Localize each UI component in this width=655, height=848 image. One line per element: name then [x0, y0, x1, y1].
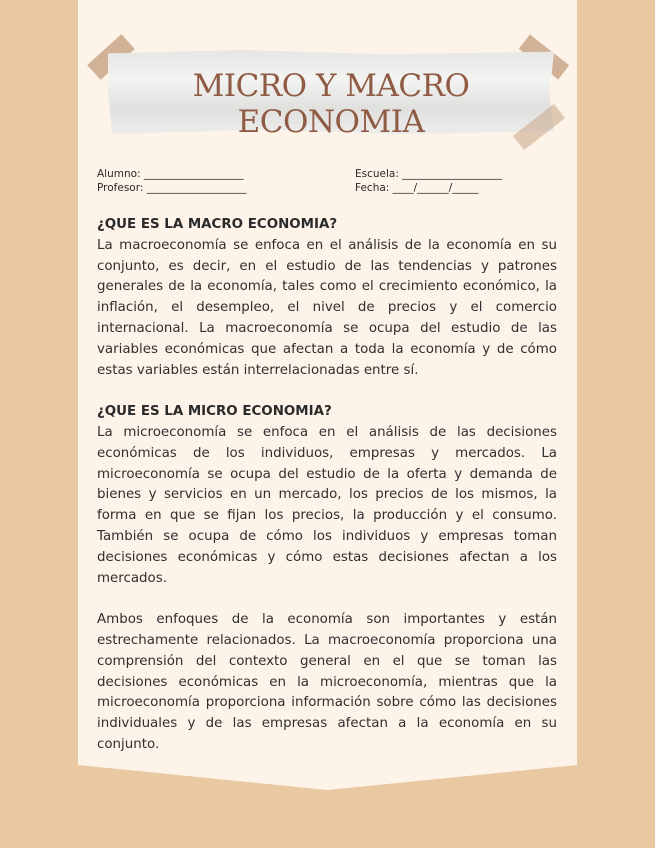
alumno-field[interactable]: Alumno: ___________________: [97, 168, 244, 180]
section-body-macro: La macroeconomía se enfoca en el análisis de la economía en su conjunto, es decir, en el estudio de las tendencias y patrones generales de la economía, tales como el crecimiento económico, la inflación, el desempleo, el nivel de precios y el comercio internacional. La macroeconomía se ocupa del estudio de las variables económicas que afectan a toda la economía y de cómo estas variables están interrelacionadas entre sí.: [97, 237, 557, 378]
conclusion-paragraph: Ambos enfoques de la economía son importantes y están estrechamente relacionados. La macroeconomía proporciona una comprensión del contexto general en el que se toman las decisiones económicas en la microeconomía, mientras que la microeconomía proporciona información sobre cómo las decisiones individuales y de las empresas afectan a la economía en su conjunto.: [97, 612, 557, 752]
fecha-field[interactable]: Fecha: ____/______/_____: [355, 182, 479, 194]
escuela-field[interactable]: Escuela: ___________________: [355, 168, 502, 180]
section-heading-micro: ¿QUE ES LA MICRO ECONOMIA?: [97, 404, 332, 420]
profesor-field[interactable]: Profesor: ___________________: [97, 182, 247, 194]
document-body: [97, 215, 557, 756]
spacer: [97, 589, 557, 610]
section-body-micro: La microeconomía se enfoca en el análisis de las decisiones económicas de los individuos, empresas y mercados. La microeconomía se ocupa del estudio de la oferta y demanda de bienes y servicios en un mercado, los precios de los mismos, la forma en que se fijan los precios, la producción y el consumo. También se ocupa de cómo los individuos y empresas toman decisiones económicas y cómo estas decisiones afectan a los mercados.: [97, 424, 557, 586]
page-title: MICRO Y MACRO ECONOMIA: [192, 68, 470, 140]
section-heading-macro: ¿QUE ES LA MACRO ECONOMIA?: [97, 217, 338, 232]
spacer: [97, 381, 557, 402]
